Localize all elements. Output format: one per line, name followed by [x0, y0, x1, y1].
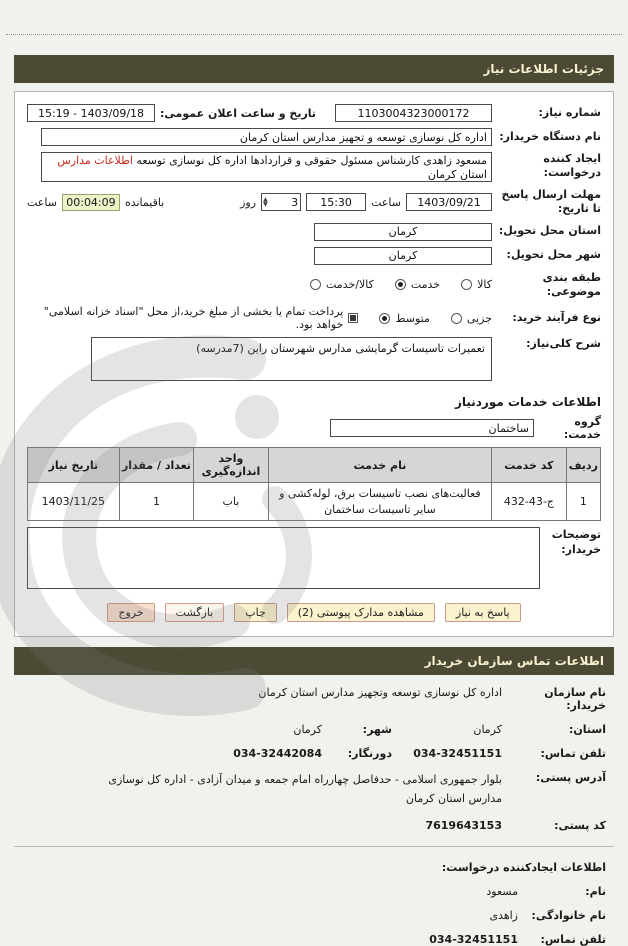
deadline-date-input[interactable]: [406, 193, 492, 211]
creator-phone-value: 034-32451151: [429, 933, 518, 946]
contact-phone-label: تلفن تماس:: [540, 746, 606, 760]
exit-button[interactable]: خروج: [107, 603, 154, 622]
postal-code-label: کد پستی:: [554, 819, 606, 833]
last-name-label: نام خانوادگی:: [531, 909, 606, 923]
address-row: [22, 771, 606, 808]
table-row: [28, 483, 601, 521]
contact-province-value: کرمان: [473, 722, 502, 736]
col-quantity: تعداد / مقدار: [119, 448, 193, 483]
days-stepper[interactable]: [263, 197, 268, 207]
section-header-need-details: [14, 55, 614, 83]
buyer-notes-label: توضیحات خریدار:: [551, 527, 601, 557]
col-unit: واحد اندازه‌گیری: [194, 448, 268, 483]
need-description-textarea[interactable]: تعمیرات تاسیسات گرمایشی مدارس شهرستان راین (7مدرسه): [91, 337, 492, 381]
category-service-radio[interactable]: [395, 279, 406, 290]
buyer-org-input[interactable]: [41, 128, 492, 146]
service-group-input[interactable]: [330, 419, 534, 437]
org-name-row: [22, 686, 606, 712]
action-buttons-row: [19, 603, 609, 622]
buyer-org-row: [27, 128, 601, 146]
process-option-minor[interactable]: [451, 312, 492, 325]
creator-info-title-row: [22, 861, 606, 874]
contact-title: اطلاعات تماس سازمان خریدار: [424, 653, 604, 668]
category-service-label: خدمت: [410, 278, 441, 292]
need-description-label: شرح کلی‌نیاز:: [526, 337, 601, 351]
buyer-notes-row: [27, 527, 601, 589]
first-name-label: نام:: [585, 885, 606, 899]
contact-city-value: کرمان: [293, 722, 322, 736]
process-minor-radio[interactable]: [451, 313, 462, 324]
category-goods-radio[interactable]: [461, 279, 472, 290]
creator-info-title: اطلاعات ایجادکننده درخواست:: [441, 861, 606, 875]
purchase-process-label: نوع فرآیند خرید:: [512, 311, 601, 325]
delivery-province-input[interactable]: [314, 223, 492, 241]
buyer-org-label: نام دستگاه خریدار:: [499, 129, 601, 143]
province-city-row: [22, 723, 606, 736]
request-creator-row: [27, 152, 601, 182]
need-form-panel: [14, 91, 614, 637]
creator-text-tail: استان کرمان: [427, 168, 487, 181]
announce-datetime-input[interactable]: [27, 104, 155, 122]
org-name-value: اداره کل نوسازی توسعه وتجهیز مدارس استان کرمان: [258, 685, 502, 699]
last-name-value: زاهدی: [489, 909, 518, 923]
delivery-province-row: [27, 223, 601, 241]
stepper-up-icon[interactable]: ▲: [263, 196, 268, 204]
contact-divider: [14, 846, 614, 847]
cell-quantity: 1: [119, 483, 193, 521]
process-medium-radio[interactable]: [379, 313, 390, 324]
remaining-label: باقیمانده: [124, 195, 165, 209]
deadline-time-input[interactable]: [306, 193, 366, 211]
phone-fax-row: [22, 747, 606, 760]
col-row-number: ردیف: [566, 448, 600, 483]
buyer-contact-section: [0, 686, 628, 946]
response-deadline-row: [27, 188, 601, 217]
top-divider: [6, 34, 622, 35]
contact-phone-value: 034-32451151: [413, 746, 502, 760]
category-goods-label: کالا: [477, 278, 492, 292]
need-number-row: [27, 104, 601, 122]
delivery-city-label: شهر محل تحویل:: [506, 248, 601, 262]
col-need-date: تاریخ نیاز: [28, 448, 120, 483]
category-goods-service-label: کالا/خدمت: [326, 278, 374, 292]
subject-category-label: طبقه بندی موضوعی:: [542, 270, 601, 298]
subject-category-row: [27, 271, 601, 300]
need-details-page: [0, 34, 628, 946]
contact-fax-label: دورنگار:: [347, 746, 392, 760]
purchase-process-row: [27, 305, 601, 331]
service-group-label: گروه خدمت:: [563, 415, 601, 442]
delivery-province-label: استان محل تحویل:: [498, 224, 601, 238]
response-days-value: 3: [291, 195, 299, 209]
process-option-medium[interactable]: [379, 312, 430, 325]
postal-code-value: 7619643153: [425, 819, 502, 833]
services-table: [27, 447, 601, 521]
cell-need-date: 1403/11/25: [28, 483, 120, 521]
reply-to-need-button[interactable]: پاسخ به نیاز: [445, 603, 521, 622]
contact-fax-value: 034-32442084: [233, 746, 322, 760]
category-option-service[interactable]: [395, 278, 440, 291]
deadline-time-label: ساعت: [371, 195, 401, 209]
cell-unit: باب: [194, 483, 268, 521]
last-name-row: [22, 909, 606, 922]
section-header-contact: [14, 647, 614, 675]
need-number-label: شماره نیاز:: [538, 105, 601, 119]
announce-datetime-label: تاریخ و ساعت اعلان عمومی:: [160, 106, 317, 120]
creator-highlighted-text: اطلاعات مدارس: [57, 154, 133, 167]
category-goods-service-radio[interactable]: [310, 279, 321, 290]
col-service-code: کد خدمت: [492, 448, 566, 483]
delivery-city-row: [27, 247, 601, 265]
deadline-label: مهلت ارسال پاسخ تا تاریخ:: [501, 188, 601, 216]
buyer-notes-textarea[interactable]: [27, 527, 540, 589]
creator-phone-label: تلفن تماس:: [540, 933, 606, 946]
process-medium-label: متوسط: [395, 311, 430, 325]
back-button[interactable]: بازگشت: [165, 603, 225, 622]
contact-province-label: استان:: [569, 722, 606, 736]
need-number-input[interactable]: [335, 104, 492, 122]
creator-text: مسعود زاهدی کارشناس مسئول حقوقی و قراردادها اداره کل نوسازی توسعه: [132, 154, 487, 167]
remaining-unit-label: ساعت: [27, 195, 57, 209]
process-minor-label: جزيی: [466, 311, 492, 325]
first-name-row: [22, 885, 606, 898]
col-service-name: نام خدمت: [268, 448, 491, 483]
delivery-city-input[interactable]: [314, 247, 492, 265]
category-option-goods-service[interactable]: [310, 278, 374, 291]
address-value: بلوار جمهوری اسلامی - حدفاصل چهارراه امام جمعه و میدان آزادی - اداره کل نوسازی مدارس استان کرمان: [108, 772, 502, 805]
request-creator-field[interactable]: [41, 152, 492, 182]
stepper-down-icon[interactable]: ▼: [263, 201, 268, 209]
category-option-goods[interactable]: [461, 278, 492, 291]
org-name-label: نام سازمان خریدار:: [544, 685, 606, 712]
request-creator-label: ایجاد کننده درخواست:: [543, 152, 601, 180]
response-days-input[interactable]: [261, 193, 301, 211]
need-description-row: [27, 337, 601, 381]
service-group-row: [27, 415, 601, 441]
services-section-title: اطلاعات خدمات موردنیاز: [454, 395, 601, 410]
creator-phone-row: [22, 933, 606, 946]
cell-service-name: فعالیت‌های نصب تاسیسات برق، لوله‌کشی و سایر تاسیسات ساختمان: [268, 483, 491, 521]
postal-code-row: [22, 819, 606, 832]
address-label: آدرس پستی:: [535, 770, 606, 784]
days-unit-label: روز: [240, 195, 257, 209]
first-name-value: مسعود: [486, 885, 518, 899]
treasury-checkbox[interactable]: [348, 313, 358, 323]
treasury-note: پرداخت تمام یا بخشی از مبلغ خرید،از محل "اسناد خزانه اسلامی" خواهد بود.: [43, 305, 344, 332]
view-attachments-button[interactable]: مشاهده مدارک پیوستی (2): [287, 603, 435, 622]
cell-row-number: 1: [566, 483, 600, 521]
contact-city-label: شهر:: [362, 722, 392, 736]
cell-service-code: ج-43-432: [492, 483, 566, 521]
services-table-header-row: [28, 448, 601, 483]
remaining-time-box: 00:04:09: [62, 194, 120, 211]
print-button[interactable]: چاپ: [234, 603, 277, 622]
need-details-title: جزئیات اطلاعات نیاز: [483, 62, 604, 76]
